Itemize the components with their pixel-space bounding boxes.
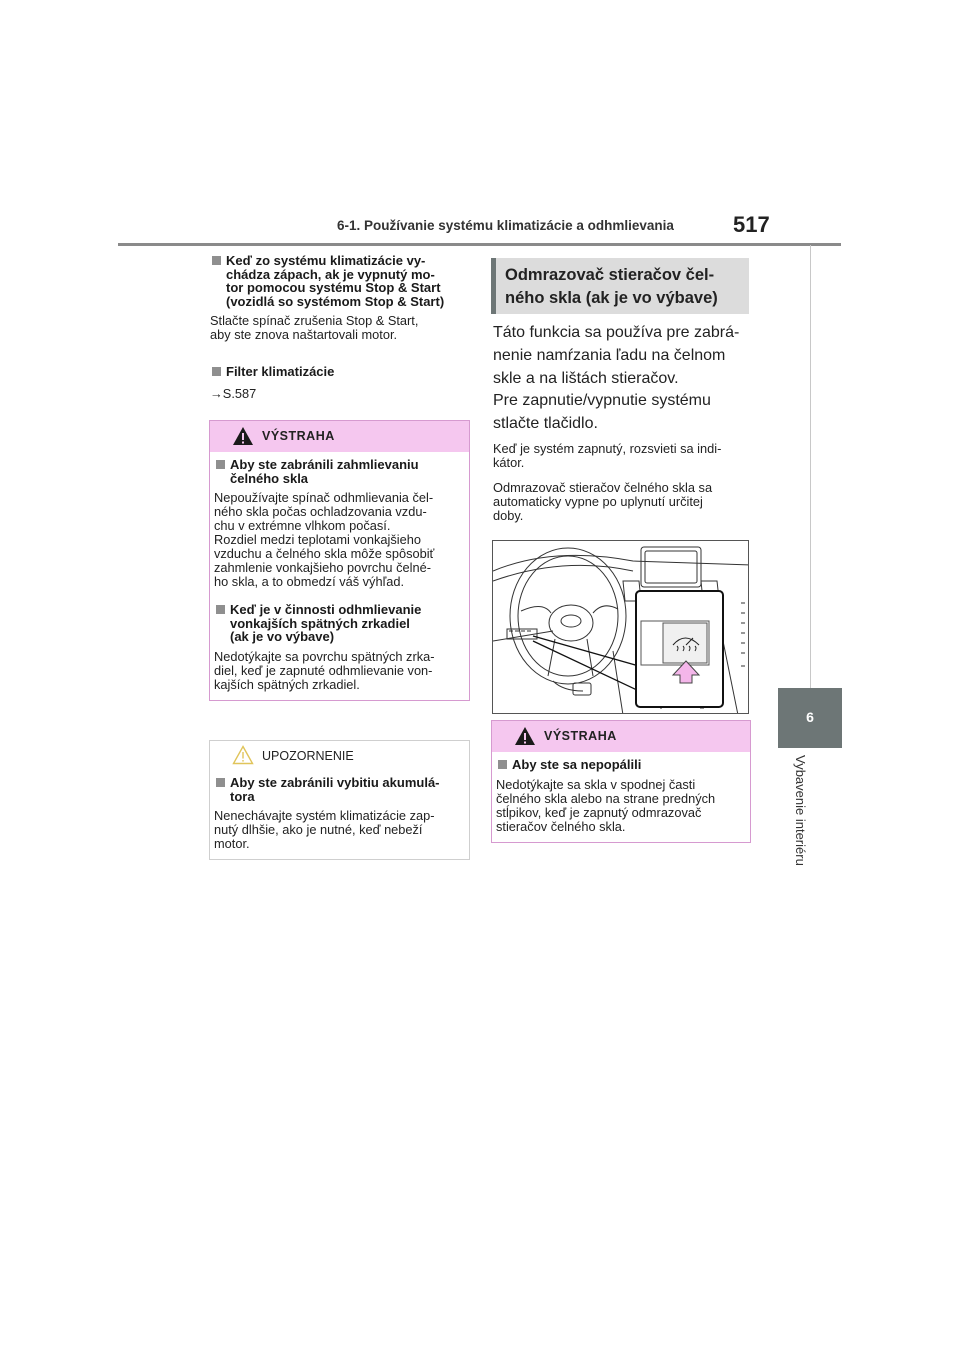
item-text: Stlačte spínač zrušenia Stop & Start, aby ste znova naštartovali motor.: [210, 313, 419, 342]
header-rule: [118, 243, 841, 246]
notice-label: UPOZORNENIE: [262, 749, 354, 763]
warning-label: VÝSTRAHA: [544, 729, 617, 743]
warning-header: [492, 721, 750, 752]
warning-item-heading: Aby ste zabránili zahmlievaniu čelného skla: [214, 458, 465, 485]
warning-body: [210, 452, 469, 700]
paragraph-function: Táto funkcia sa používa pre zabrá- nenie namŕzania ľadu na čelnom skle a na lištách stieračov.: [493, 324, 740, 387]
notice-triangle-icon: [232, 745, 254, 765]
notice-item-heading: Aby ste zabránili vybitiu akumulá- tora: [214, 776, 465, 803]
item-heading: Keď zo systému klimatizácie vy- chádza zápach, ak je vypnutý mo- tor pomocou systému Stop & Start (vozidlá so systémom Stop & Start): [210, 254, 470, 308]
paragraph-toggle: Pre zapnutie/vypnutie systému stlačte tlačidlo.: [493, 392, 711, 432]
section-heading-box: [491, 258, 749, 314]
dashboard-illustration: [492, 540, 749, 714]
warning-box-right: [491, 720, 751, 843]
warning-item-text: Nedotýkajte sa povrchu spätných zrka- diel, keď je zapnuté odhmlievanie von- kajších spätných zrkadiel.: [214, 648, 435, 692]
warning-box: [209, 420, 470, 701]
page-number: 517: [733, 212, 770, 237]
chapter-tab[interactable]: [778, 688, 842, 748]
chapter-title: Vybavenie interiéru: [793, 755, 808, 866]
warning-triangle-icon: [232, 426, 254, 446]
warning-item-heading: Aby ste sa nepopálili: [496, 758, 746, 772]
section-title: 6-1. Používanie systému klimatizácie a odhmlievania: [337, 218, 674, 233]
dashboard-drawing: [493, 541, 749, 714]
warning-body: [492, 752, 750, 842]
side-tab-divider: [810, 245, 811, 688]
left-item-filter: [210, 365, 470, 401]
notice-box: [209, 740, 470, 860]
warning-triangle-icon: [514, 726, 536, 746]
section-heading: Odmrazovač stieračov čel- ného skla (ak je vo výbave): [505, 266, 718, 307]
warning-item-text: Nedotýkajte sa skla v spodnej časti čelného skla alebo na strane predných stĺpikov, keď je zapnutý odmrazovač stieračov čelného skla.: [496, 776, 716, 834]
chapter-number: 6: [806, 709, 814, 725]
paragraph-indicator: Keď je systém zapnutý, rozsvieti sa indi- kátor.: [493, 441, 722, 470]
page-reference-link[interactable]: →S.587: [210, 385, 257, 401]
notice-item-text: Nenechávajte systém klimatizácie zap- nutý dlhšie, ako je nutné, keď nebeží motor.: [214, 808, 435, 851]
warning-item-heading: Keď je v činnosti odhmlievanie vonkajších spätných zrkadiel (ak je vo výbave): [214, 603, 465, 644]
paragraph-auto-off: Odmrazovač stieračov čelného skla sa automaticky vypne po uplynutí určitej doby.: [493, 480, 713, 523]
warning-item-text: Nepoužívajte spínač odhmlievania čel- ného skla počas ochladzovania vzdu- chu v extrémne vlhkom počasí. Rozdiel medzi teplotami vonkajšieho vzduchu a čelného skla môže spôsobiť zahmlenie vonkajšieho povrchu čelné- ho skla, a to obmedzí váš výhľad.: [214, 490, 435, 589]
notice-header: [210, 741, 469, 770]
warning-header: [210, 421, 469, 452]
warning-label: VÝSTRAHA: [262, 429, 335, 443]
notice-body: [210, 770, 469, 859]
left-item-odor: [210, 254, 470, 342]
item-heading: Filter klimatizácie: [210, 365, 470, 379]
